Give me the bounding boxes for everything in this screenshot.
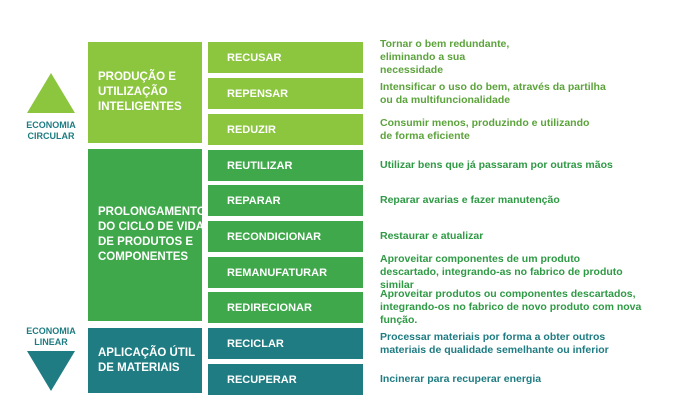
step-label: REMANUFATURAR — [227, 266, 328, 279]
step-recuperar — [208, 364, 363, 395]
desc-redirecionar — [380, 288, 670, 326]
step-recusar — [208, 42, 363, 73]
step-label: REDIRECIONAR — [227, 301, 312, 314]
desc-reutilizar — [380, 150, 670, 181]
desc-text: Processar materiais por forma a obter outros materiais de qualidade semelhante ou inferior — [380, 330, 609, 356]
desc-text: Incinerar para recuperar energia — [380, 373, 542, 385]
desc-repensar — [380, 78, 670, 109]
linear-economy-arrow-down-icon — [27, 351, 75, 391]
circular-economy-text: ECONOMIA CIRCULAR — [26, 120, 76, 141]
group-materials-application — [88, 328, 202, 393]
desc-text: Restaurar e atualizar — [380, 230, 484, 242]
desc-text: Utilizar bens que já passaram por outras mãos — [380, 159, 613, 171]
circular-economy-label — [13, 120, 89, 142]
step-reciclar — [208, 328, 363, 359]
desc-text: Aproveitar produtos ou componentes descartados, integrando-os no fabrico de novo produto com nova função. — [380, 288, 642, 326]
step-repensar — [208, 78, 363, 109]
linear-economy-text: ECONOMIA LINEAR — [26, 326, 76, 347]
desc-reparar — [380, 185, 670, 216]
desc-recondicionar — [380, 221, 670, 252]
desc-text: Reparar avarias e fazer manutenção — [380, 194, 560, 206]
desc-remanufaturar — [380, 253, 670, 291]
step-label: REDUZIR — [227, 123, 276, 136]
step-remanufaturar — [208, 257, 363, 288]
step-label: REPENSAR — [227, 87, 289, 100]
desc-recusar — [380, 38, 670, 76]
desc-recuperar — [380, 364, 670, 395]
step-label: RECUPERAR — [227, 373, 297, 386]
step-reduzir — [208, 114, 363, 145]
step-label: RECUSAR — [227, 51, 282, 64]
step-reutilizar — [208, 150, 363, 181]
desc-text: Intensificar o uso do bem, através da partilha ou da multifuncionalidade — [380, 80, 606, 106]
group-smart-production-label: PRODUÇÃO E UTILIZAÇÃO INTELIGENTES — [98, 71, 182, 113]
step-label: RECONDICIONAR — [227, 230, 322, 243]
step-recondicionar — [208, 221, 363, 252]
group-materials-application-label: APLICAÇÃO ÚTIL DE MATERIAIS — [98, 346, 195, 374]
desc-reciclar — [380, 328, 670, 359]
desc-reduzir — [380, 114, 670, 145]
step-label: RECICLAR — [227, 337, 284, 350]
group-extend-lifecycle-label: PROLONGAMENTO DO CICLO DE VIDA DE PRODUTOS E COMPONENTES — [98, 206, 206, 263]
desc-text: Consumir menos, produzindo e utilizando de forma eficiente — [380, 116, 590, 142]
step-label: REPARAR — [227, 194, 281, 207]
group-extend-lifecycle — [88, 149, 206, 321]
linear-economy-label — [13, 326, 89, 348]
step-redirecionar — [208, 292, 363, 323]
step-reparar — [208, 185, 363, 216]
desc-text: Tornar o bem redundante, eliminando a sua necessidade — [380, 38, 510, 76]
desc-text: Aproveitar componentes de um produto descartado, integrando-as no fabrico de produto similar — [380, 253, 623, 291]
step-label: REUTILIZAR — [227, 159, 293, 172]
circular-economy-arrow-up-icon — [27, 73, 75, 113]
group-smart-production — [88, 42, 202, 143]
